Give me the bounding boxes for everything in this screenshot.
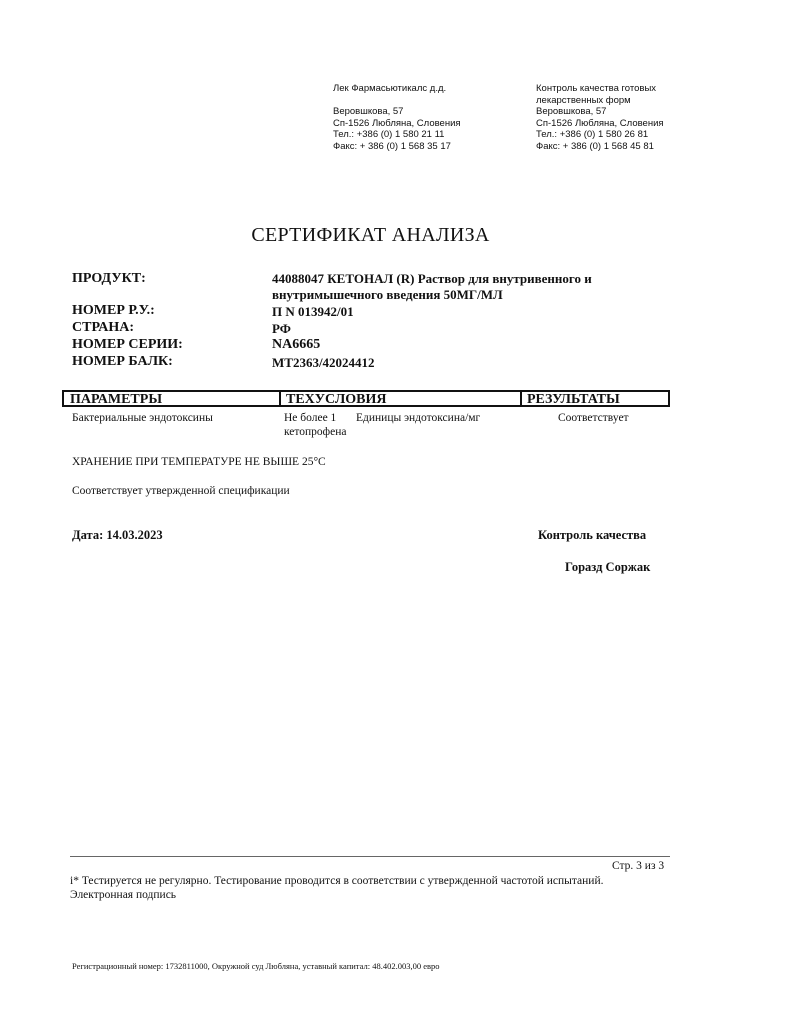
company-address bbox=[333, 83, 461, 153]
product-label: ПРОДУКТ: bbox=[72, 271, 146, 286]
country-value: РФ bbox=[272, 321, 291, 336]
header-specifications: ТЕХУСЛОВИЯ bbox=[286, 392, 387, 407]
results-table-header bbox=[62, 390, 670, 407]
signer-name: Горазд Соржак bbox=[565, 560, 651, 574]
qc-fax: Факс: + 386 (0) 1 568 45 81 bbox=[536, 140, 654, 152]
product-value-line2: внутримышечного введения 50МГ/МЛ bbox=[272, 287, 503, 302]
company-city: Сп-1526 Любляна, Словения bbox=[333, 117, 461, 129]
document-title: СЕРТИФИКАТ АНАЛИЗА bbox=[251, 224, 490, 246]
testing-note: i* Тестируется не регулярно. Тестирование проводится в соответствии с утвержденной частотой испытаний. bbox=[70, 875, 604, 887]
qc-street: Веровшкова, 57 bbox=[536, 106, 607, 118]
product-value-line1: 44088047 КЕТОНАЛ (R) Раствор для внутривенного и bbox=[272, 271, 592, 286]
header-parameters: ПАРАМЕТРЫ bbox=[70, 392, 163, 407]
country-label: СТРАНА: bbox=[72, 320, 134, 335]
reg-number-label: НОМЕР Р.У.: bbox=[72, 303, 155, 318]
electronic-signature-note: Электронная подпись bbox=[70, 889, 177, 901]
header-results: РЕЗУЛЬТАТЫ bbox=[527, 392, 620, 407]
row-spec-substance: кетопрофена bbox=[284, 426, 347, 438]
row-result: Соответствует bbox=[558, 412, 629, 424]
qc-name-line1: Контроль качества готовых bbox=[536, 83, 657, 94]
compliance-note: Соответствует утвержденной спецификации bbox=[72, 485, 290, 497]
qc-address bbox=[536, 83, 664, 153]
storage-note: ХРАНЕНИЕ ПРИ ТЕМПЕРАТУРЕ НЕ ВЫШЕ 25°С bbox=[72, 456, 326, 468]
header-divider bbox=[520, 392, 522, 405]
signer-role: Контроль качества bbox=[538, 528, 647, 542]
reg-number-value: П N 013942/01 bbox=[272, 304, 354, 319]
product-value bbox=[272, 271, 592, 303]
qc-city: Сп-1526 Любляна, Словения bbox=[536, 117, 664, 129]
header-divider bbox=[279, 392, 281, 405]
row-parameter: Бактериальные эндотоксины bbox=[72, 412, 213, 424]
footer-divider bbox=[70, 856, 670, 857]
row-spec-unit: Единицы эндотоксина/мг bbox=[356, 412, 481, 424]
series-value: NA6665 bbox=[272, 337, 321, 352]
series-label: НОМЕР СЕРИИ: bbox=[72, 337, 183, 352]
company-phone: Тел.: +386 (0) 1 580 21 11 bbox=[333, 129, 445, 141]
bulk-label: НОМЕР БАЛК: bbox=[72, 354, 173, 369]
bulk-value: МТ2363/42024412 bbox=[272, 355, 375, 370]
qc-phone: Тел.: +386 (0) 1 580 26 81 bbox=[536, 129, 649, 141]
company-name: Лек Фармасьютикалс д.д. bbox=[333, 83, 447, 94]
row-spec-limit: Не более 1 bbox=[284, 412, 337, 424]
page-number: Стр. 3 из 3 bbox=[612, 860, 665, 872]
certificate-date: Дата: 14.03.2023 bbox=[72, 528, 163, 542]
company-street: Веровшкова, 57 bbox=[333, 106, 404, 118]
company-fax: Факс: + 386 (0) 1 568 35 17 bbox=[333, 140, 451, 152]
registration-info: Регистрационный номер: 1732811000, Окружной суд Любляна, уставный капитал: 48.402.003,00 евро bbox=[72, 961, 440, 971]
qc-name-line2: лекарственных форм bbox=[536, 94, 631, 106]
